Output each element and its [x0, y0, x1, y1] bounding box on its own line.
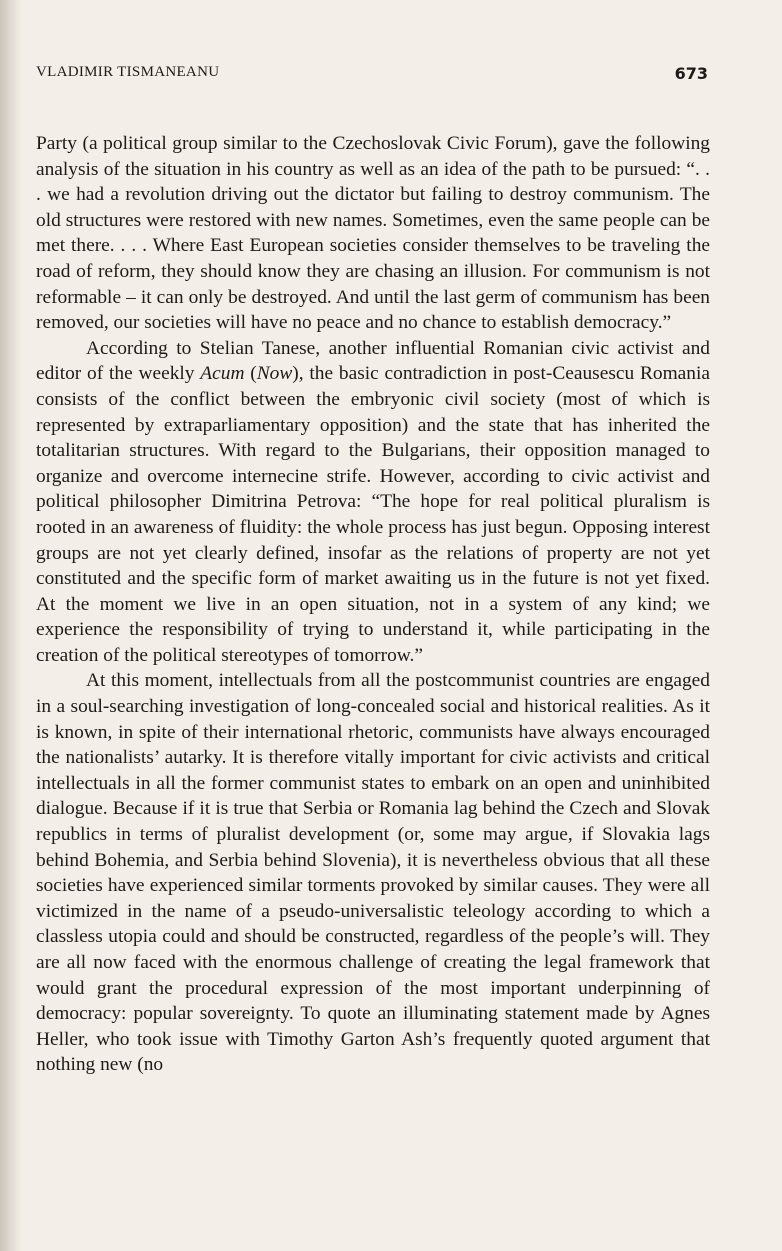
running-header	[36, 64, 708, 86]
body-text	[36, 131, 710, 1078]
page-number: 673	[674, 64, 708, 83]
paragraph-2	[36, 336, 710, 669]
paragraph-2-text-start: According to Stelian Tanese, another influential Romanian civic activist and editor of the weekly	[36, 337, 710, 385]
journal-title-translation-italic: Now	[256, 363, 293, 385]
running-head-author: VLADIMIR TISMANEANU	[36, 64, 220, 80]
paragraph-1	[36, 131, 710, 336]
paragraph-3-text: At this moment, intellectuals from all the postcommunist countries are engaged in a soul-searching investigation of long-concealed social and historical realities. As it is known, in spite of their international rhetoric, communists have always encouraged the nationalists’ autarky. It is therefore vitally important for civic activists and critical intellectuals in all the former communist states to embark on an open and uninhibited dialogue. Because if it is true that Serbia or Romania lag behind the Czech and Slovak republics in terms of pluralist development (or, some may argue, if Slovakia lags behind Bohemia, and Serbia behind Slovenia), it is nevertheless obvious that all these societies have experienced similar torments provoked by similar causes. They were all victimized in the name of a pseudo-universalistic teleology according to which a classless utopia could and should be constructed, regardless of the people’s will. They are all now faced with the enormous challenge of creating the legal framework that would grant the procedural expression of the most important underpinning of democracy: popular sovereignty. To quote an illuminating statement made by Agnes Heller, who took issue with Timothy Garton Ash’s frequently quoted argument that nothing new (no	[36, 670, 710, 1076]
paragraph-2-text-rest: ), the basic contradiction in post-Ceausescu Romania consists of the conflict between the embryonic civil society (most of which is represented by extraparliamentary opposition) and the state that has inherited the totalitarian structures. With regard to the Bulgarians, their opposition managed to organize and overcome internecine strife. However, according to civic activist and political philosopher Dimitrina Petrova: “The hope for real political pluralism is rooted in an awareness of fluidity: the whole process has just begun. Opposing interest groups are not yet clearly defined, insofar as the relations of property are not yet constituted and the specific form of market awaiting us in the future is not yet fixed. At the moment we live in an open situation, not in a system of any kind; we experience the responsibility of trying to understand it, while participating in the creation of the political stereotypes of tomorrow.”	[36, 363, 710, 666]
paragraph-1-text: Party (a political group similar to the Czechoslovak Civic Forum), gave the following analysis of the situation in his country as well as an idea of the path to be pursued: “. . . we had a revolution driving out the dictator but failing to destroy communism. The old structures were restored with new names. Sometimes, even the same people can be met there. . . . Where East European societies consider themselves to be traveling the road of reform, they should know they are chasing an illusion. For communism is not reformable – it can only be destroyed. And until the last germ of communism has been removed, our societies will have no peace and no chance to establish democracy.”	[36, 133, 710, 334]
journal-title-italic: Acum	[200, 363, 245, 385]
paragraph-3	[36, 668, 710, 1078]
paragraph-2-paren: (	[244, 363, 257, 385]
page-gutter-shadow	[0, 0, 22, 1251]
